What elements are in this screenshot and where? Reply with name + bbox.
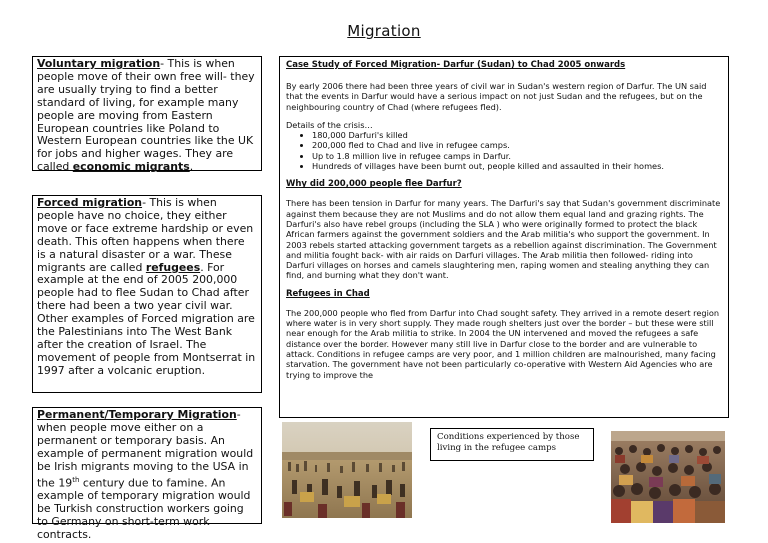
- refugee-crowd-photo: [611, 431, 725, 523]
- forced-text: - This is when people have no choice, they either move or face extreme hardship or even death. This often happens when there is a natural disaster or a war. These migrants are called: [37, 196, 254, 274]
- photo-caption: Conditions experienced by those living in the refugee camps: [430, 428, 594, 461]
- list-item: • Up to 1.8 million live in refugee camps in Darfur.: [312, 151, 722, 161]
- voluntary-tail: .: [189, 160, 194, 174]
- details-label: Details of the crisis…: [286, 119, 373, 130]
- refugee-camp-photo-image: [282, 422, 412, 518]
- why-text: There has been tension in Darfur for many years. The Darfuri's say that Sudan's government discriminate against them because they are not Muslims and do not allow them equal land and grazing rights. The Darfuri's also have rebel groups (including the SLA ) who were originally formed to protect the black African farmers against the government soldiers and the Arab militia's who support the government. In 2003 rebels started attacking government targets as a rebellion against discrimination. The Government and militia fought back- with air raids on Darfuri villages. The Arab militia then followed- riding into Darfuri villages on horses and camels slaughtering men, raping women and stealing anything they can find, and burning what they don't want.: [286, 198, 721, 281]
- permanent-migration-box: [32, 407, 262, 541]
- page-title: Migration: [347, 22, 421, 40]
- forced-text-2: . For example at the end of 2005 200,000 people had to flee Sudan to Chad after there had been a two year civil war. Other examples of Forced migration are the Palestinians into The West Bank after the creation of Israel. The movement of people from Montserrat in 1997 after a volcanic eruption.: [37, 260, 256, 377]
- refugees-heading: Refugees in Chad: [286, 288, 370, 299]
- permanent-heading: Permanent/Temporary Migration: [37, 408, 237, 421]
- refugees-text: The 200,000 people who fled from Darfur into Chad sought safety. They arrived in a remote desert region where water is in very short supply. They made rough shelters just over the border – but these were still near enough for the Arab militia to strike. In 2004 the UN intervened and moved the refugees a safe distance over the border. However many still live in Darfur close to the border and are vulnerable to attack. Conditions in refugee camps are very poor, and 1 million children are malnourished, many facing starvation. The government have not been particularly co-operative with Western Aid Agencies who are trying to improve the: [286, 307, 720, 380]
- case-study-panel: [279, 56, 729, 418]
- forced-migration-box: [32, 195, 262, 393]
- voluntary-text: - This is when people move of their own free will- they are usually trying to find a better standard of living, for example many people are moving from Eastern European countries like Poland to Western European countries like the UK for jobs and higher wages. They are called: [37, 57, 255, 174]
- forced-heading: Forced migration: [37, 196, 143, 209]
- case-study-heading: Case Study of Forced Migration- Darfur (Sudan) to Chad 2005 onwards: [286, 60, 626, 70]
- voluntary-heading: Voluntary migration: [37, 57, 161, 70]
- refugee-crowd-photo-image: [611, 431, 725, 523]
- permanent-sup: th: [72, 475, 80, 484]
- refugee-camp-photo: [282, 422, 412, 518]
- permanent-text: - when people move either on a permanent or temporary basis. An example of permanent migration would be Irish migrants moving to the USA in the 19: [37, 408, 254, 490]
- list-item: • 180,000 Darfuri's killed: [312, 130, 722, 140]
- voluntary-term: economic migrants: [72, 160, 190, 174]
- details-list: [286, 130, 722, 171]
- voluntary-migration-box: [32, 56, 262, 174]
- case-study-intro: By early 2006 there had been three years of civil war in Sudan's western region of Darfur. The UN said that the events in Darfur would have a serious impact on not just Sudan and the refugees, but on the neighbouring country of Chad (where refugees fled).: [286, 81, 707, 112]
- why-heading: Why did 200,000 people flee Darfur?: [286, 179, 462, 190]
- list-item: • Hundreds of villages have been burnt out, people killed and assaulted in their homes.: [312, 161, 722, 171]
- list-item: • 200,000 fled to Chad and live in refugee camps.: [312, 140, 722, 150]
- forced-term: refugees: [145, 260, 201, 274]
- permanent-text-2: century due to famine. An example of temporary migration would be Turkish construction workers going to Germany on short-term work contracts.: [37, 476, 251, 541]
